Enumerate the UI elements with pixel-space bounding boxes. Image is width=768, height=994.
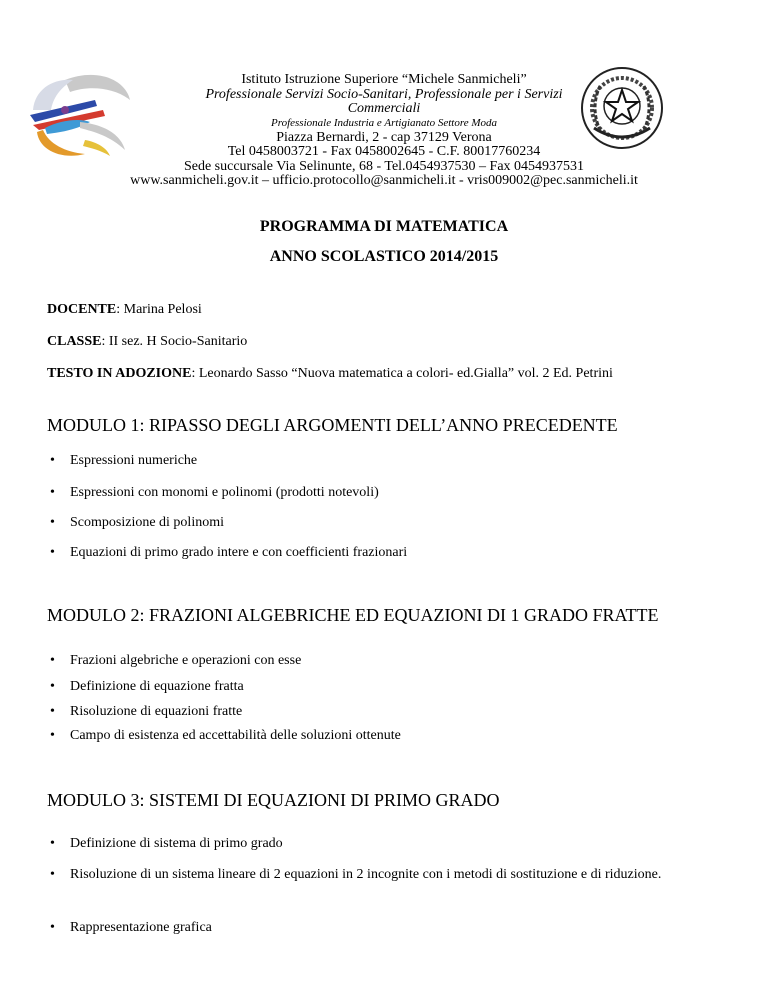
bullet-icon: • <box>50 453 55 468</box>
school-year: ANNO SCOLASTICO 2014/2015 <box>269 248 499 265</box>
list-item: • Definizione di sistema di primo grado <box>50 836 283 851</box>
teacher-line <box>47 302 202 318</box>
bullet-icon: • <box>50 485 55 500</box>
module-2-heading: MODULO 2: FRAZIONI ALGEBRICHE ED EQUAZIONI DI 1 GRADO FRATTE <box>47 605 659 625</box>
list-item: • Definizione di equazione fratta <box>50 679 244 694</box>
bullet-icon: • <box>50 704 55 719</box>
textbook-label: TESTO IN ADOZIONE <box>47 366 192 381</box>
bullet-icon: • <box>50 515 55 530</box>
document-title: PROGRAMMA DI MATEMATICA <box>259 218 509 235</box>
institute-address: Piazza Bernardi, 2 - cap 37129 Verona <box>276 130 492 145</box>
institute-sector: Professionale Industria e Artigianato Settore Moda <box>271 117 497 129</box>
institute-phone: Tel 0458003721 - Fax 0458002645 - C.F. 80017760234 <box>227 144 541 159</box>
textbook-value: : Leonardo Sasso “Nuova matematica a colori- ed.Gialla” vol. 2 Ed. Petrini <box>191 366 613 381</box>
list-item: • Espressioni numeriche <box>50 453 198 468</box>
bullet-icon: • <box>50 679 55 694</box>
teacher-value: : Marina Pelosi <box>116 302 202 317</box>
institute-subtitle-cont: Commerciali <box>347 101 421 116</box>
bullet-icon: • <box>50 653 55 668</box>
list-item: • Risoluzione di un sistema lineare di 2 equazioni in 2 incognite con i metodi di sostituzione e di riduzione. <box>50 867 662 882</box>
bullet-icon: • <box>50 545 55 560</box>
letterhead <box>0 0 768 200</box>
bullet-icon: • <box>50 920 55 935</box>
list-item: • Espressioni con monomi e polinomi (prodotti notevoli) <box>50 485 379 500</box>
class-line <box>47 334 247 350</box>
module-3-heading: MODULO 3: SISTEMI DI EQUAZIONI DI PRIMO GRADO <box>47 790 500 810</box>
list-item: • Scomposizione di polinomi <box>50 515 224 530</box>
institute-web: www.sanmicheli.gov.it – ufficio.protocollo@sanmicheli.it - vris009002@pec.sanmicheli.it <box>130 173 638 188</box>
institute-subtitle: Professionale Servizi Socio-Sanitari, Professionale per i Servizi <box>205 87 563 102</box>
class-label: CLASSE <box>47 334 102 349</box>
module-1-heading: MODULO 1: RIPASSO DEGLI ARGOMENTI DELL’ANNO PRECEDENTE <box>47 415 618 435</box>
institute-branch: Sede succursale Via Selinunte, 68 - Tel.0454937530 – Fax 0454937531 <box>183 159 585 174</box>
bullet-icon: • <box>50 728 55 743</box>
list-item: • Rappresentazione grafica <box>50 920 212 935</box>
textbook-line <box>47 366 613 382</box>
list-item: • Campo di esistenza ed accettabilità delle soluzioni ottenute <box>50 728 401 743</box>
teacher-label: DOCENTE <box>47 302 117 317</box>
list-item: • Equazioni di primo grado intere e con coefficienti frazionari <box>50 545 408 560</box>
class-value: : II sez. H Socio-Sanitario <box>101 334 248 349</box>
bullet-icon: • <box>50 867 55 882</box>
institute-name: Istituto Istruzione Superiore “Michele Sanmicheli” <box>241 72 527 87</box>
bullet-icon: • <box>50 836 55 851</box>
list-item: • Risoluzione di equazioni fratte <box>50 704 243 719</box>
list-item: • Frazioni algebriche e operazioni con esse <box>50 653 302 668</box>
